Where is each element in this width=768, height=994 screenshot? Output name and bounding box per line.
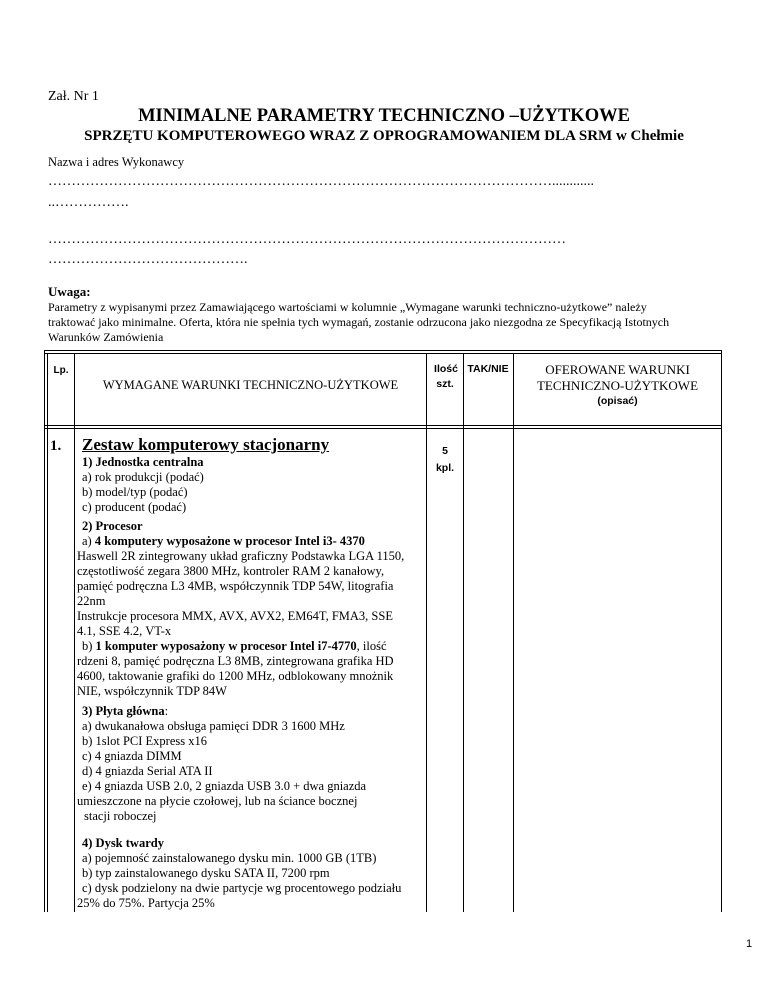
board-b: b) 1slot PCI Express x16: [82, 734, 207, 748]
cpu-b-line-3: NIE, współczynnik TDP 84W: [77, 684, 227, 698]
attachment-label: Zał. Nr 1: [48, 89, 99, 104]
contractor-label: Nazwa i adres Wykonawcy: [48, 155, 185, 169]
contractor-dots-line-1: ………………………………………………………………………………………………............: [48, 174, 594, 189]
cpu-b-prefix: b): [82, 639, 96, 653]
section-unit: [82, 455, 204, 515]
document-subtitle: SPRZĘTU KOMPUTEROWEGO WRAZ Z OPROGRAMOWANIEM DLA SRM w Chełmie: [84, 128, 684, 144]
header-offered-line-3: (opisać): [597, 395, 638, 407]
document-title: MINIMALNE PARAMETRY TECHNICZNO –UŻYTKOWE: [138, 106, 630, 126]
cpu-a-line-2: częstotliwość zegara 3800 MHz, kontroler RAM 2 kanałowy,: [77, 564, 385, 578]
header-offered-line-1: OFEROWANE WARUNKI: [545, 362, 690, 377]
section-cpu: [77, 519, 426, 699]
board-e-line-2: umieszczone na płycie czołowej, lub na ściance bocznej: [77, 794, 358, 808]
cpu-a-bold: 4 komputery wyposażone w procesor Intel i3- 4370: [94, 534, 365, 548]
disk-c-line-2: 25% do 75%. Partycja 25%: [77, 896, 215, 910]
section-unit-title: 1) Jednostka centralna: [82, 455, 204, 469]
disk-a: a) pojemność zainstalowanego dysku min. 1000 GB (1TB): [82, 851, 377, 865]
header-required: WYMAGANE WARUNKI TECHNICZNO-UŻYTKOWE: [102, 378, 399, 392]
cpu-a-line-1: Haswell 2R zintegrowany układ graficzny Podstawka LGA 1150,: [77, 549, 405, 563]
board-e: e) 4 gniazda USB 2.0, 2 gniazda USB 3.0 + dwa gniazda: [82, 779, 367, 793]
unit-a: a) rok produkcji (podać): [82, 470, 204, 484]
unit-b: b) model/typ (podać): [82, 485, 188, 499]
header-offered-line-2: TECHNICZNO-UŻYTKOWE: [536, 378, 699, 393]
board-d: d) 4 gniazda Serial ATA II: [82, 764, 213, 778]
cpu-a-line-5: Instrukcje procesora MMX, AVX, AVX2, EM64T, FMA3, SSE: [77, 609, 393, 623]
note-line-2: traktować jako minimalne. Oferta, która nie spełnia tych wymagań, zostanie odrzucona jako niezgodna ze Specyfikacją Istotnych: [48, 315, 670, 329]
section-board-title-suffix: :: [164, 704, 169, 718]
page-number: 1: [746, 938, 753, 950]
cpu-b-rest: , ilość: [356, 639, 387, 653]
cpu-b-bold: 1 komputer wyposażony w procesor Intel i7-4770: [95, 639, 357, 653]
note-line-3: Warunków Zamówienia: [48, 330, 164, 344]
cpu-b-line-1: rdzeni 8, pamięć podręczna L3 8MB, zintegrowana grafika HD: [77, 654, 394, 668]
cpu-a-line-3: pamięć podręczna L3 4MB, współczynnik TDP 54W, litografia: [77, 579, 394, 593]
cpu-a-prefix: a): [82, 534, 95, 548]
header-qty-line-2: szt.: [436, 378, 454, 390]
note-line-1: Parametry z wypisanymi przez Zamawiającego wartościami w kolumnie „Wymagane warunki techniczno-użytkowe” należy: [48, 300, 647, 314]
cpu-a-line-4: 22nm: [77, 594, 106, 608]
contractor-dots-line-2: ..…………….: [48, 195, 129, 210]
board-e-line-3: stacji roboczej: [84, 809, 157, 823]
unit-c: c) producent (podać): [82, 500, 187, 514]
note-heading: Uwaga:: [48, 284, 91, 299]
row-number: 1.: [50, 438, 62, 454]
board-c: c) 4 gniazda DIMM: [82, 749, 182, 763]
section-disk: [77, 836, 426, 911]
header-lp: Lp.: [53, 365, 69, 376]
disk-c: c) dysk podzielony na dwie partycje wg procentowego podziału: [82, 881, 402, 895]
section-disk-title: 4) Dysk twardy: [82, 836, 164, 850]
cpu-a-line-6: 4.1, SSE 4.2, VT-x: [77, 624, 172, 638]
qty-value: 5: [442, 445, 448, 457]
section-board: [77, 704, 426, 824]
contractor-dots-line-4: …………………………………….: [48, 252, 248, 267]
header-qty-line-1: Ilość: [434, 363, 458, 375]
disk-b: b) typ zainstalowanego dysku SATA II, 7200 rpm: [82, 866, 330, 880]
section-cpu-title: 2) Procesor: [82, 519, 143, 533]
cpu-b-line-2: 4600, taktowanie grafiki do 1200 MHz, odblokowany mnożnik: [77, 669, 394, 683]
qty-unit: kpl.: [435, 462, 455, 474]
section-board-title: 3) Płyta główna: [82, 704, 165, 718]
contractor-dots-line-3: …………………………………………………………………………………………………: [48, 232, 566, 247]
row-title: Zestaw komputerowy stacjonarny: [82, 435, 330, 454]
board-a: a) dwukanałowa obsługa pamięci DDR 3 1600 MHz: [82, 719, 345, 733]
header-yes-no: TAK/NIE: [467, 363, 509, 375]
